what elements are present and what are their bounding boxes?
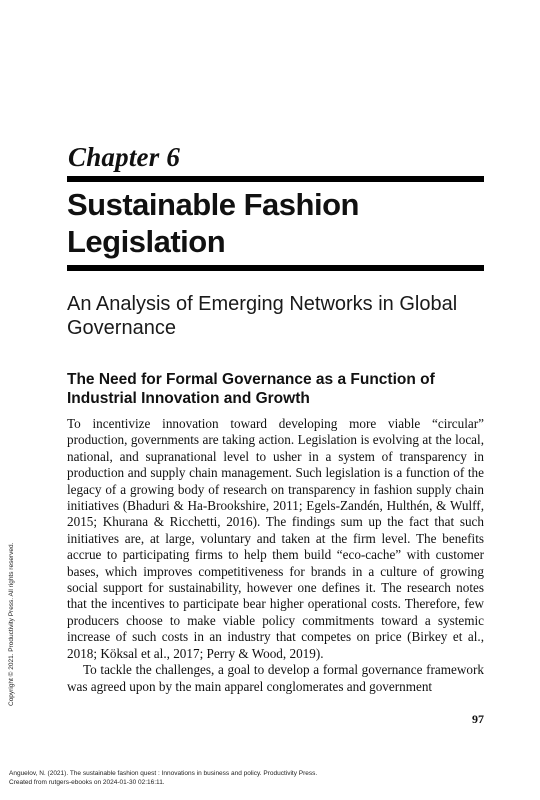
paragraph: To incentivize innovation toward developing more viable “circular” production, governments are taking action. Legislation is evolving at the local, national, and supranational level to usher in a system of transparency in production and supply chain management. Such legislation is a function of the legacy of a growing body of research on transparency in fashion supply chain initiatives (Bhaduri & Ha-Brookshire, 2011; Egels-Zandén, Hulthén, & Wulff, 2015; Khurana & Ricchetti, 2016). The findings sum up the fact that such initiatives are, at large, voluntary and taken at the firm level. The benefits accrue to participating firms to help them build “eco-cache” with customer bases, which improves competitiveness for brands in a culture of growing social support for sustainability, however one defines it. The research notes that the incentives to participate bear higher operational costs. Therefore, few producers choose to make viable policy commitments toward a systemic increase of such costs in an industry that competes on price (Birkey et al., 2018; Köksal et al., 2017; Perry & Wood, 2019). (67, 416, 484, 661)
created-text: Created from rutgers-ebooks on 2024-01-30 02:16:11. (9, 778, 165, 786)
paragraph: To tackle the challenges, a goal to develop a formal governance framework was agreed upon by the main apparel conglomerates and government (67, 662, 484, 694)
chapter-subtitle: An Analysis of Emerging Networks in Global Governance (67, 293, 458, 339)
chapter-title: Sustainable Fashion Legislation (67, 187, 359, 259)
top-rule (67, 176, 484, 182)
page-number: 97 (472, 712, 484, 726)
citation-text: Anguelov, N. (2021). The sustainable fashion quest : Innovations in business and policy. Productivity Press. (9, 770, 318, 777)
side-copyright-notice: Copyright © 2021. Productivity Press. All rights reserved. (8, 542, 15, 706)
footer-citation (9, 770, 317, 787)
body-text (67, 416, 484, 695)
bottom-rule (67, 265, 484, 271)
section-heading: The Need for Formal Governance as a Function of Industrial Innovation and Growth (67, 371, 435, 407)
chapter-label: Chapter 6 (68, 142, 181, 172)
